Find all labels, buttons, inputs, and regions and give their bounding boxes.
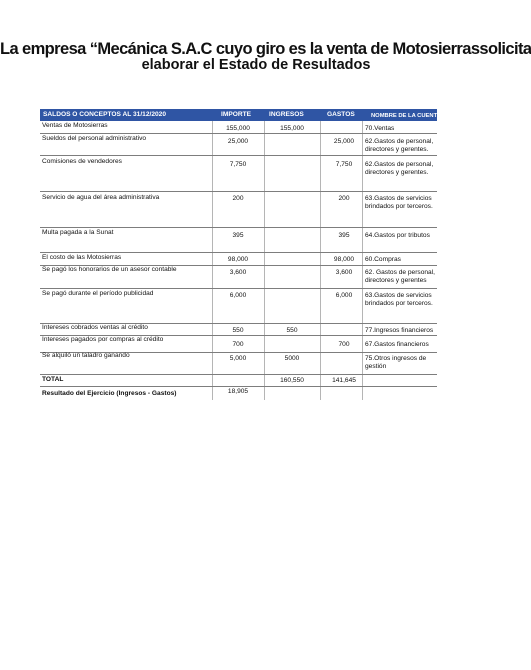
table-header [40,109,441,121]
row-cuenta: 63.Gastos de servicios brindados por terceros. [365,292,433,308]
row-gastos: 25,000 [333,138,355,145]
row-importe: 6,000 [229,292,247,299]
row-gastos: 7,750 [335,161,353,168]
row-concept: Sueldos del personal administrativo [42,135,147,142]
row-gastos: 6,000 [335,292,353,299]
row-gastos: 3,600 [335,269,353,276]
table-row [40,229,437,253]
table-row [40,158,437,192]
row-concept: Multa pagada a la Sunat [42,229,114,236]
row-cuenta: 67.Gastos financieros [365,341,429,348]
row-importe: 5,000 [229,355,247,362]
header-concept: SALDOS O CONCEPTOS AL 31/12/2020 [43,111,167,118]
row-cuenta: 60.Compras [365,256,401,263]
row-ingresos: 5000 [284,355,300,362]
row-concept: Se alquiló un taladro ganando [42,352,130,359]
row-importe: 155,000 [226,125,250,132]
header-gastos: GASTOS [327,111,355,118]
row-importe: 98,000 [227,256,249,263]
total-ingresos: 160,550 [280,377,304,384]
row-concept: Ventas de Motosierras [42,122,108,129]
result-value: 18,905 [227,388,249,395]
row-importe: 7,750 [229,161,247,168]
document-title: La empresa “Mecánica S.A.C cuyo giro es la venta de Motosierrassolicita [0,40,531,58]
row-gastos: 98,000 [333,256,355,263]
document-subtitle: elaborar el Estado de Resultados [141,57,371,73]
table-row [40,324,437,336]
row-cuenta: 62.Gastos de personal, directores y gerentes. [365,138,434,154]
row-gastos: 395 [338,232,350,239]
row-cuenta: 75.Otros ingresos de gestión [365,355,427,371]
total-gastos: 141,645 [332,377,356,384]
row-ingresos: 550 [286,327,298,334]
header-ingresos: INGRESOS [269,111,304,118]
row-concept: Se pagó los honorarios de un asesor contable [42,266,177,273]
row-ingresos: 155,000 [280,125,304,132]
table-row [40,290,437,324]
total-row [40,376,437,387]
table-row [40,122,437,134]
total-label: TOTAL [42,376,64,383]
table-row [40,352,437,375]
row-importe: 550 [232,327,244,334]
table-row [40,135,437,156]
row-cuenta: 62. Gastos de personal, directores y gerentes [365,269,436,285]
row-gastos: 200 [338,195,350,202]
row-concept: El costo de las Motosierras [42,254,122,261]
header-importe: IMPORTE [221,111,252,118]
row-gastos: 700 [338,341,350,348]
row-concept: Intereses pagados por compras al crédito [42,336,164,343]
row-importe: 200 [232,195,244,202]
header-cuenta: NOMBRE DE LA CUENTA [371,113,441,119]
row-importe: 395 [232,232,244,239]
row-concept: Se pagó durante el período publicidad [42,290,154,297]
table-row [40,336,437,353]
row-importe: 25,000 [227,138,249,145]
row-importe: 3,600 [229,269,247,276]
row-cuenta: 62.Gastos de personal, directores y gerentes. [365,161,434,177]
table-row [40,194,437,228]
table-row [40,266,437,289]
table-row [40,254,437,266]
row-cuenta: 77.Ingresos financieros [365,327,434,334]
row-importe: 700 [232,341,244,348]
row-concept: Comisiones de vendedores [42,158,122,165]
row-cuenta: 70.Ventas [365,125,395,132]
result-label: Resultado del Ejercicio (Ingresos - Gastos) [42,390,177,397]
row-concept: Intereses cobrados ventas al crédito [42,324,148,331]
row-cuenta: 64.Gastos por tributos [365,232,430,239]
row-concept: Servicio de agua del área administrativa [42,194,160,201]
row-cuenta: 63.Gastos de servicios brindados por terceros. [365,195,433,211]
